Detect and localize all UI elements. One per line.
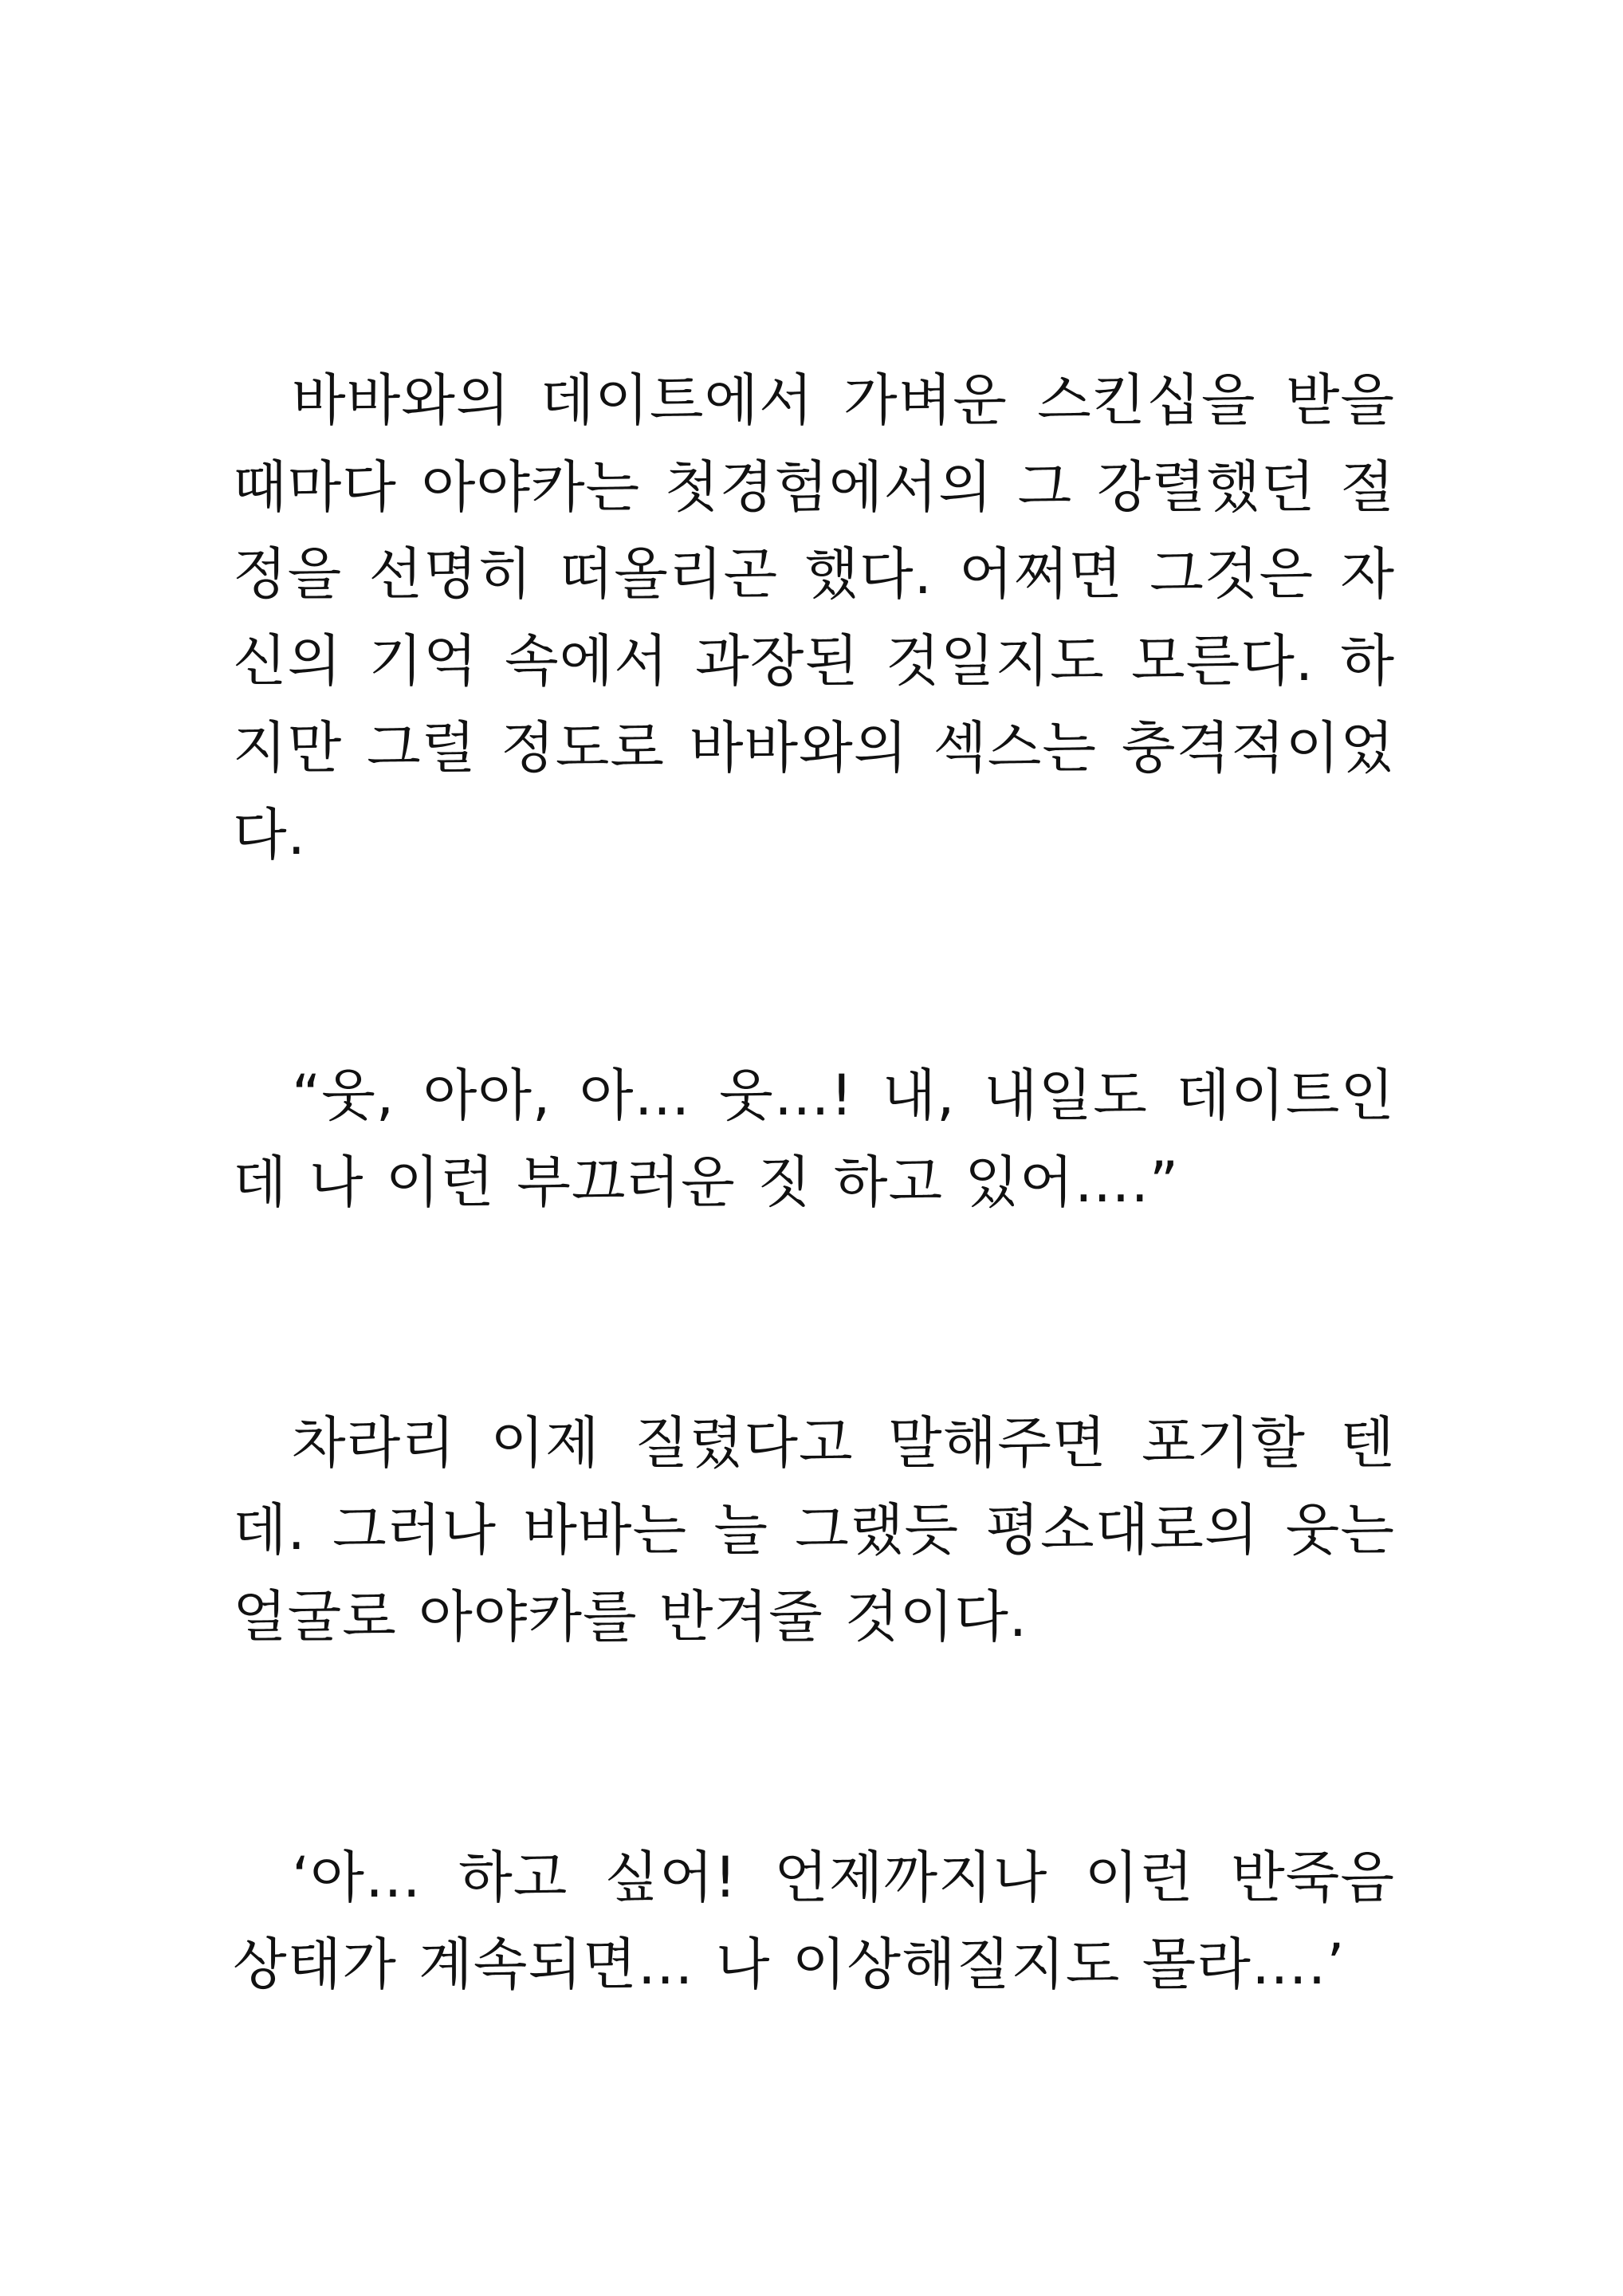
- paragraph-2-dialogue: “웃, 아아, 아… 웃…! 내, 내일도 데이트인데 나 이런 부끄러운 짓 하고 있어….”: [233, 1063, 1395, 1215]
- paragraph-4-thought: ‘아… 하고 싶어! 언제까지나 이런 반죽음 상태가 계속되면… 나 이상해질지도 몰라….’: [233, 1845, 1395, 1997]
- paragraph-1: 바바와의 데이트에서 가벼운 스킨십을 받을 때마다 아야카는 첫경험에서의 그 강렬했던 절정을 선명히 떠올리곤 했다. 어쩌면 그것은 자신의 기억 속에서 과장된 것일지도 모른다. 하지만 그럴 정도로 바바와의 섹스는 충격적이었다.: [233, 368, 1395, 867]
- page-body: [233, 357, 1395, 2008]
- paragraph-3: 차라리 이제 질렸다고 말해주면 포기할 텐데. 그러나 바바는 늘 그랬듯 평소대로의 웃는 얼굴로 아야카를 반겨줄 것이다.: [233, 1410, 1395, 1649]
